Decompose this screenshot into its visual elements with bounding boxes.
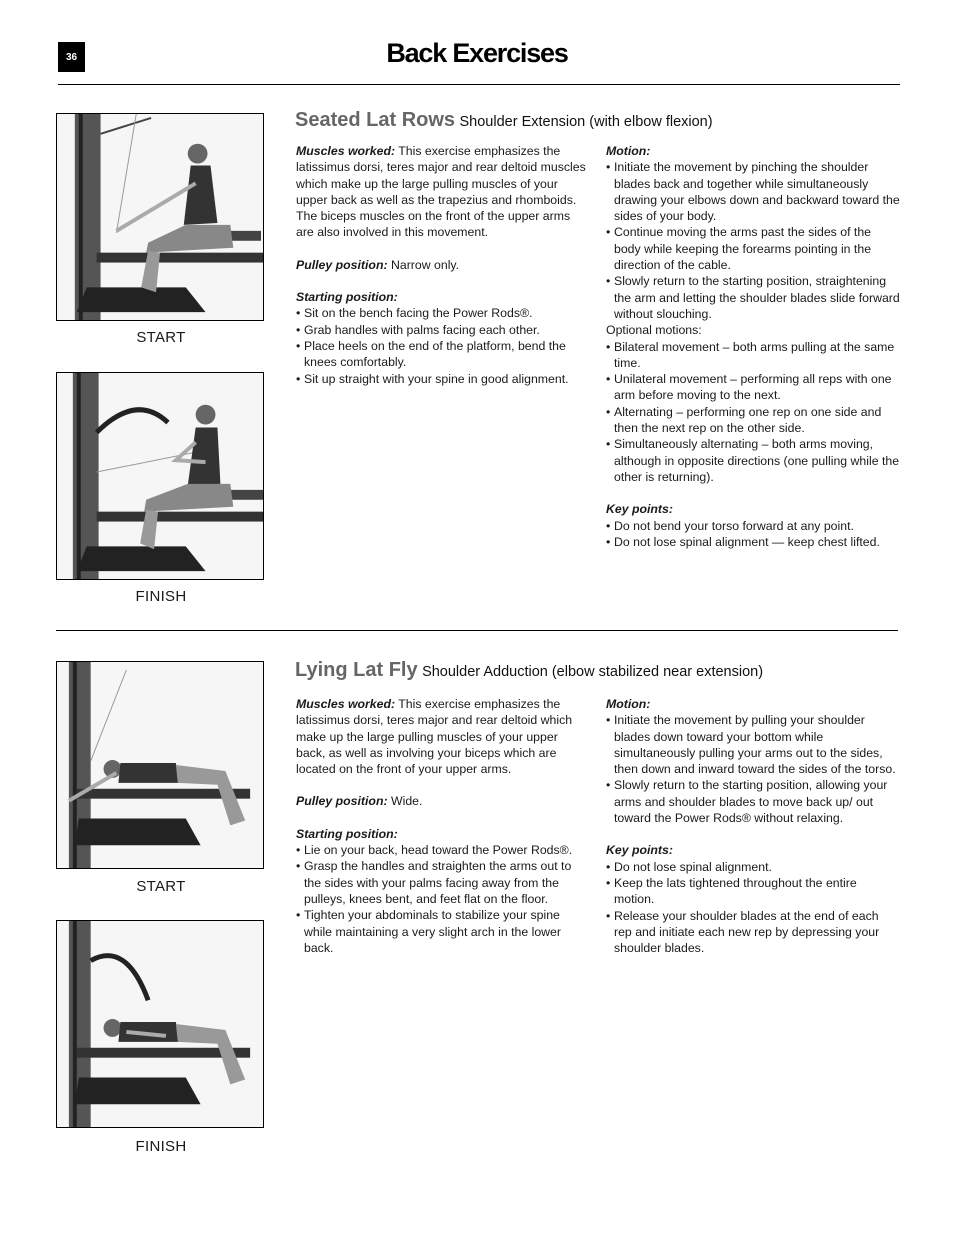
seated-lat-rows-start-photo xyxy=(56,113,264,321)
exercise-title: Lying Lat Fly xyxy=(295,659,418,681)
pulley-position: Pulley position: Wide. xyxy=(296,794,423,809)
list-item: • Grasp the handles and straighten the arms out to the sides with your palms facing away from the pulleys, knees bent, and feet flat on the floor. xyxy=(296,858,590,907)
list-item: • Slowly return to the starting position, allowing your arms and shoulder blades to move back up/ out toward the Power Rods® without relaxing. xyxy=(606,777,898,826)
list-item: • Release your shoulder blades at the end of each rep and initiate each new rep by depressing your shoulder blades. xyxy=(606,908,898,957)
lying-lat-fly-start-photo xyxy=(56,661,264,869)
pulley-position: Pulley position: Narrow only. xyxy=(296,257,460,272)
list-item: • Keep the lats tightened throughout the entire motion. xyxy=(606,875,898,908)
seated-lat-rows-finish-caption: FINISH xyxy=(135,588,187,605)
starting-position-list xyxy=(296,305,588,386)
list-item: • Continue moving the arms past the sides of the body while keeping the forearms pointing in the direction of the cable. xyxy=(606,224,900,273)
starting-position-label: Starting position: xyxy=(296,290,398,305)
lying-lat-fly-start-caption: START xyxy=(136,878,186,895)
list-item: • Sit up straight with your spine in good alignment. xyxy=(296,371,588,387)
starting-position-list xyxy=(296,842,590,956)
starting-position-label: Starting position: xyxy=(296,826,398,841)
list-item: • Simultaneously alternating – both arms moving, although in opposite directions (one pulling while the other is returning). xyxy=(606,436,900,485)
seated-lat-rows-heading xyxy=(295,109,713,132)
key-points-label: Key points: xyxy=(606,502,673,517)
page-title: Back Exercises xyxy=(386,38,568,68)
exercise-subtitle: Shoulder Adduction (elbow stabilized near extension) xyxy=(422,664,764,680)
list-item: • Do not lose spinal alignment. xyxy=(606,859,898,875)
motion-label: Motion: xyxy=(606,144,651,158)
lying-lat-fly-left-column xyxy=(296,696,590,956)
key-points-list xyxy=(606,518,900,551)
seated-lat-rows-left-column xyxy=(296,143,588,387)
key-points-list xyxy=(606,859,898,957)
key-points-label: Key points: xyxy=(606,843,673,858)
list-item: • Lie on your back, head toward the Power Rods®. xyxy=(296,842,590,858)
section-divider xyxy=(56,630,898,631)
list-item: • Do not bend your torso forward at any point. xyxy=(606,518,900,534)
exercise-title: Seated Lat Rows xyxy=(295,109,456,131)
optional-motions-label: Optional motions: xyxy=(606,323,702,338)
lying-lat-fly-finish-caption: FINISH xyxy=(135,1138,187,1155)
seated-lat-rows-start-caption: START xyxy=(136,329,186,346)
lying-lat-fly-right-column xyxy=(606,696,898,956)
list-item: • Unilateral movement – performing all reps with one arm before moving to the next. xyxy=(606,371,900,404)
list-item: • Initiate the movement by pinching the shoulder blades back and together while simultaneously drawing your elbows down and backward toward the sides of your body. xyxy=(606,159,900,224)
list-item: • Alternating – performing one rep on one side and then the next rep on the other side. xyxy=(606,404,900,437)
motion-label: Motion: xyxy=(606,697,651,711)
muscles-worked: Muscles worked: This exercise emphasizes the latissimus dorsi, teres major and rear deltoid muscles which make up the large pulling muscles of your upper back as well as the trapezius and rhomboids. The biceps muscles on the front of the upper arms are also involved in this movement. xyxy=(296,144,586,240)
motion-list xyxy=(606,159,900,322)
list-item: • Place heels on the end of the platform, bend the knees comfortably. xyxy=(296,338,588,371)
list-item: • Do not lose spinal alignment — keep chest lifted. xyxy=(606,534,900,550)
list-item: • Tighten your abdominals to stabilize your spine while maintaining a very slight arch in the lower back. xyxy=(296,907,590,956)
lying-lat-fly-finish-photo xyxy=(56,920,264,1128)
list-item: • Sit on the bench facing the Power Rods®. xyxy=(296,305,588,321)
exercise-subtitle: Shoulder Extension (with elbow flexion) xyxy=(459,114,713,130)
list-item: • Grab handles with palms facing each other. xyxy=(296,322,588,338)
list-item: • Bilateral movement – both arms pulling at the same time. xyxy=(606,339,900,372)
page-number: 36 xyxy=(58,42,85,72)
seated-lat-rows-finish-photo xyxy=(56,372,264,580)
optional-motions-list xyxy=(606,339,900,486)
lying-lat-fly-heading xyxy=(295,659,763,682)
list-item: • Initiate the movement by pulling your shoulder blades down toward your bottom while simultaneously pulling your arms out to the sides, then down and inward toward the sides of the torso. xyxy=(606,712,898,777)
muscles-worked: Muscles worked: This exercise emphasizes the latissimus dorsi, teres major and rear deltoid which make up the large pulling muscles of your upper back, as well as involving your biceps which are located on the front of your upper arms. xyxy=(296,697,573,777)
motion-list xyxy=(606,712,898,826)
header-rule xyxy=(58,84,900,85)
list-item: • Slowly return to the starting position, straightening the arm and letting the shoulder blades slide forward without slouching. xyxy=(606,273,900,322)
seated-lat-rows-right-column xyxy=(606,143,900,550)
